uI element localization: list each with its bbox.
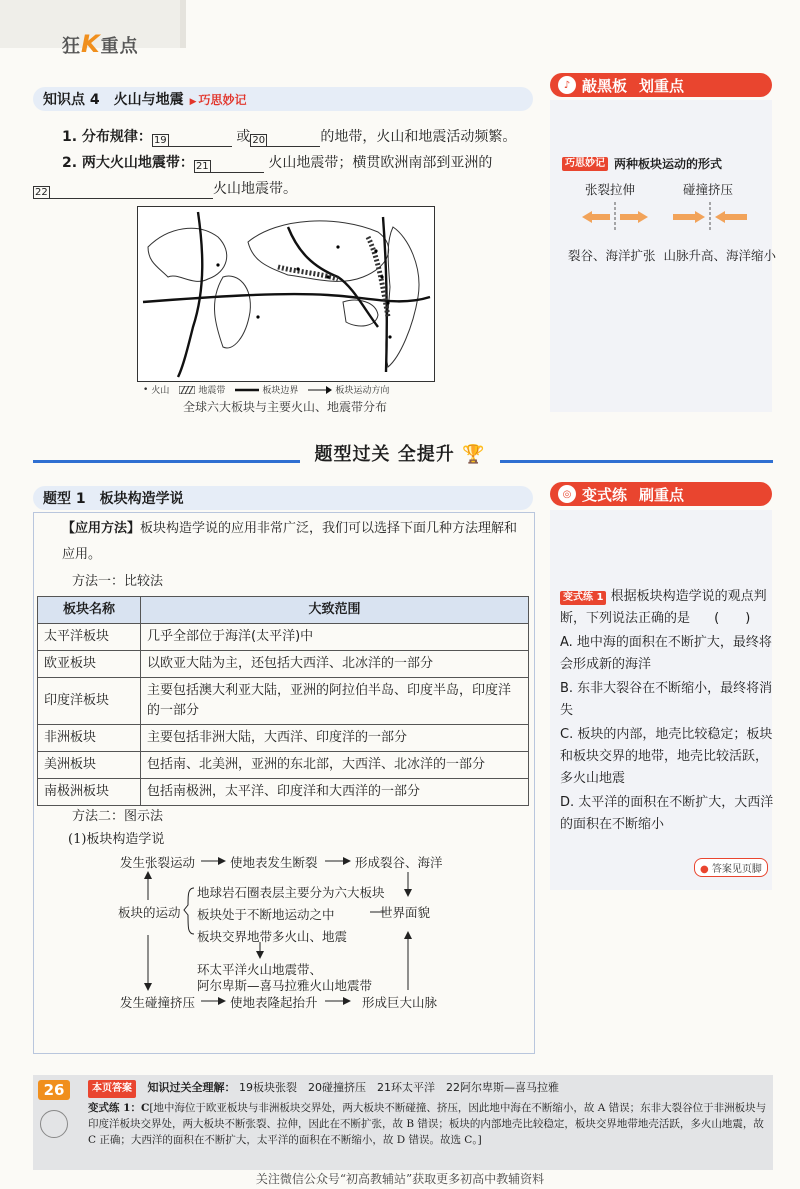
method-2-label: 方法二：图示法 [72,809,164,824]
table-header: 大致范围 [141,597,529,624]
table-header: 板块名称 [38,597,141,624]
flow-branch-3: 板块交界地带多火山、地震 [197,929,348,944]
table-row: 欧亚板块 以欧亚大陆为主，还包括大西洋、北冰洋的一部分 [38,651,529,678]
pin-icon: ● [700,864,709,875]
type-header [33,486,533,510]
map-caption: 全球六大板块与主要火山、地震带分布 [182,400,387,414]
tip-chip: 巧思妙记 [562,157,608,171]
side-header-subtitle: 划重点 [639,76,685,95]
trophy-icon: 🏆 [462,444,486,465]
arrow-right-icon [620,211,648,223]
flow-world: 世界面貌 [380,905,431,920]
flow-belt-2: 阿尔卑斯—喜马拉雅火山地震带 [197,978,373,993]
result-row [568,246,776,264]
option-a[interactable]: A. 地中海的面积在不断扩大，最终将会形成新的海洋 [560,635,772,672]
practice-stem: 根据板块构造学说的观点判断，下列说法正确的是 [560,589,767,626]
tip-row [562,155,722,172]
question-1: 1. 分布规律： 19 或 20 的地带，火山和地震活动频繁。 [62,129,517,146]
arrow-left-icon [582,211,610,223]
table-row: 美洲板块 包括南、北美洲，亚洲的东北部，大西洋、北冰洋的一部分 [38,752,529,779]
result-rift: 裂谷、海洋扩张 [568,248,656,263]
legend-volcano: • 火山 [143,384,170,396]
arrow-left-icon [715,211,747,223]
flow-branch-1: 地球岩石圈表层主要分为六大板块 [197,885,385,900]
plate-motion-arrows [570,200,770,234]
flow-top-1: 发生张裂运动 [120,855,196,870]
practice-question: 变式练 1 根据板块构造学说的观点判断，下列说法正确的是 ( ) [560,589,767,626]
side-header-title: 敲黑板 [582,76,628,95]
side-header-subtitle: 刷重点 [639,485,685,504]
side-header-practice [550,482,772,506]
kp-label: 知识点 4 [43,92,100,108]
bell-icon: ♪ [558,76,576,94]
method-intro: 【应用方法】板块构造学说的应用非常广泛，我们可以选择下面几种方法理解和应用。 [62,521,518,562]
question-2: 2. 两大火山地震带： 21 火山地震带；横贯欧洲南部到亚洲的 [62,155,493,172]
knowledge-point-header [33,87,533,111]
plate-table [37,596,529,806]
table-row: 非洲板块 主要包括非洲大陆，大西洋、印度洋的一部分 [38,725,529,752]
answer-line-1: 本页答案 知识过关全理解： 19板块张裂 20碰撞挤压 21环太平洋 22阿尔卑斯—喜马拉雅 [88,1080,768,1098]
side-header-blackboard [550,73,772,97]
tip-title: 两种板块运动的形式 [614,157,723,171]
brand-logo: 狂K重点 [62,30,139,58]
label-collide: 碰撞挤压 [683,182,734,197]
flow-center: 板块的运动 [118,905,181,920]
table-row: 太平洋板块 几乎全部位于海洋(太平洋)中 [38,624,529,651]
table-row: 印度洋板块 主要包括澳大利亚大陆，亚洲的阿拉伯半岛、印度半岛，印度洋的一部分 [38,678,529,725]
answer-tag: 本页答案 [88,1080,136,1098]
flow-bottom-3: 形成巨大山脉 [362,995,438,1010]
question-2-cont: 22 火山地震带。 [35,181,297,198]
side-header-title: 变式练 [582,485,628,504]
arrow-right-icon [673,211,705,223]
option-b[interactable]: B. 东非大裂谷在不断缩小，最终将消失 [560,681,773,718]
map-legend [143,383,389,396]
method-1-label: 方法一：比较法 [72,574,164,589]
legend-quake-belt: 地震带 [179,383,225,396]
answer-link[interactable]: ● 答案见页脚 [694,858,768,877]
world-plate-map [137,206,435,382]
flow-bottom-1: 发生碰撞挤压 [120,995,196,1010]
option-d[interactable]: D. 太平洋的面积在不断扩大，大西洋的面积在不断缩小 [560,795,774,832]
flow-top-3: 形成裂谷、海洋 [355,855,443,870]
legend-boundary: 板块边界 [262,386,299,396]
type-title: 板块构造学说 [99,491,184,507]
section-title: 题型过关 全提升 🏆 [300,440,500,466]
table-row: 南极洲板块 包括南极洲，太平洋、印度洋和大西洋的一部分 [38,779,529,806]
flow-bottom-2: 使地表隆起抬升 [230,995,318,1010]
kp-title: 火山与地震 [113,92,184,108]
page-number: 26 [38,1080,70,1100]
flow-belt-1: 环太平洋火山地震带、 [197,962,323,977]
target-icon: ◎ [558,485,576,503]
flow-branch-2: 板块处于不断地运动之中 [197,907,335,922]
answer-explanation: 变式练 1：C[地中海位于欧亚板块与非洲板块交界处，两大板块不断碰撞、挤压，因此地中海在不断缩小，故 A 错误；东非大裂谷位于非洲板块与印度洋板块交界处，两大板块不断张裂、拉伸，因此在不断扩张，故 B 错误；板块的内部地壳比较稳定，板块交界地带地壳活跃，多火山地震，故 C 正确；大西洋的面积在不断扩大，太平洋的面积在不断缩小，故 D 错误。故选 C。] [88,1102,767,1146]
footer-note: 关注微信公众号“初高教辅站”获取更多初高中教辅资料 [255,1172,545,1186]
tip-label: ▶ 巧思妙记 [190,91,247,108]
stamp-icon [40,1110,68,1138]
label-rift: 张裂拉伸 [585,182,636,197]
legend-motion: 板块运动方向 [308,383,389,396]
practice-chip: 变式练 1 [560,591,606,605]
flow-top-2: 使地表发生断裂 [230,855,318,870]
method-2-sub: (1)板块构造学说 [68,832,165,847]
option-c[interactable]: C. 板块的内部，地壳比较稳定；板块和板块交界的地带，地壳比较活跃，多火山地震 [560,727,773,786]
type-label: 题型 1 [43,491,86,507]
result-collide: 山脉升高、海洋缩小 [663,248,777,263]
practice-options [560,632,775,836]
